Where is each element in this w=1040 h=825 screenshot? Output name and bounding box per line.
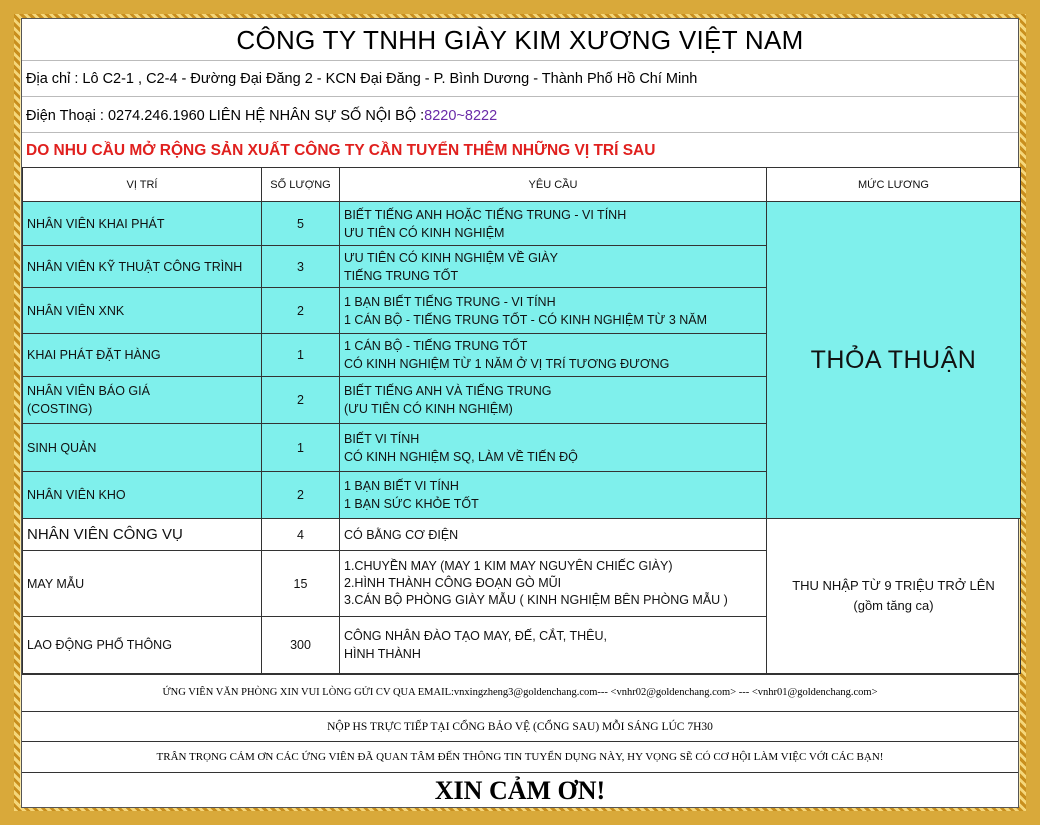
position: LAO ĐỘNG PHỔ THÔNG	[23, 617, 262, 674]
header-requirements: YÊU CẦU	[340, 168, 767, 202]
quantity: 2	[262, 472, 340, 519]
company-phone	[22, 97, 1018, 133]
req-line: CÓ KINH NGHIỆM TỪ 1 NĂM Ở VỊ TRÍ TƯƠNG ĐƯƠNG	[344, 357, 670, 371]
req-line: 1.CHUYỀN MAY (MAY 1 KIM MAY NGUYÊN CHIẾC GIÀY)	[344, 559, 673, 573]
quantity: 2	[262, 288, 340, 334]
header-quantity: SỐ LƯỢNG	[262, 168, 340, 202]
req-line: CÓ BẰNG CƠ ĐIỆN	[344, 527, 459, 542]
table-row	[23, 519, 1021, 551]
header-salary: MỨC LƯƠNG	[767, 168, 1021, 202]
phone-extension: 8220~8222	[424, 108, 498, 124]
header-position: VỊ TRÍ	[23, 168, 262, 202]
table-header-row	[23, 168, 1021, 202]
salary-income-text: THU NHẬP TỪ 9 TRIỆU TRỞ LÊN	[792, 578, 995, 593]
req-line: TIẾNG TRUNG TỐT	[344, 268, 459, 283]
quantity: 3	[262, 246, 340, 288]
submit-instructions: NỘP HS TRỰC TIẾP TẠI CỔNG BẢO VỆ (CỔNG SAU) MỖI SÁNG LÚC 7H30	[22, 711, 1018, 741]
req-line: ƯU TIÊN CÓ KINH NGHIỆM VỀ GIÀY	[344, 250, 558, 265]
requirements	[340, 202, 767, 246]
position: NHÂN VIÊN XNK	[23, 288, 262, 334]
requirements	[340, 288, 767, 334]
req-line: ƯU TIÊN CÓ KINH NGHIỆM	[344, 225, 505, 240]
req-line: BIẾT TIẾNG ANH VÀ TIẾNG TRUNG	[344, 384, 552, 398]
req-line: CÓ KINH NGHIỆM SQ, LÀM VỀ TIẾN ĐỘ	[344, 449, 578, 464]
req-line: 1 BẠN SỨC KHỎE TỐT	[344, 497, 479, 511]
phone-label: Điện Thoại : 0274.246.1960 LIÊN HỆ NHÂN SỰ SỐ NỘI BỘ :	[26, 108, 425, 124]
position: SINH QUẢN	[23, 424, 262, 472]
req-line: BIẾT VI TÍNH	[344, 431, 420, 446]
quantity: 1	[262, 424, 340, 472]
quantity: 1	[262, 334, 340, 377]
closing-message: XIN CẢM ƠN!	[22, 772, 1018, 808]
req-line: HÌNH THÀNH	[344, 647, 421, 661]
position: NHÂN VIÊN KHO	[23, 472, 262, 519]
quantity: 2	[262, 377, 340, 424]
req-line: 1 BẠN BIẾT TIẾNG TRUNG - VI TÍNH	[344, 294, 556, 309]
requirements	[340, 334, 767, 377]
thanks-message: TRÂN TRỌNG CẢM ƠN CÁC ỨNG VIÊN ĐÃ QUAN TÂM ĐẾN THÔNG TIN TUYỂN DỤNG NÀY, HY VỌNG SẼ CÓ CƠ HỘI LÀM VIỆC VỚI CÁC BẠN!	[22, 741, 1018, 772]
salary-note: (gồm tăng ca)	[853, 598, 934, 613]
position: NHÂN VIÊN KHAI PHÁT	[23, 202, 262, 246]
requirements	[340, 551, 767, 617]
salary-income	[767, 519, 1021, 674]
position-line: NHÂN VIÊN BÁO GIÁ	[27, 384, 150, 398]
req-line: BIẾT TIẾNG ANH HOẶC TIẾNG TRUNG - VI TÍNH	[344, 207, 627, 222]
email-instructions: ỨNG VIÊN VĂN PHÒNG XIN VUI LÒNG GỬI CV QUA EMAIL:vnxingzheng3@goldenchang.com--- <vnhr02@goldenchang.com> --- <vnhr01@goldenchang.com>	[22, 674, 1018, 711]
req-line: 2.HÌNH THÀNH CÔNG ĐOẠN GÒ MŨI	[344, 576, 562, 590]
req-line: (ƯU TIÊN CÓ KINH NGHIỆM)	[344, 402, 513, 416]
quantity: 15	[262, 551, 340, 617]
requirements	[340, 424, 767, 472]
position: MAY MẪU	[23, 551, 262, 617]
company-address: Địa chỉ : Lô C2-1 , C2-4 - Đường Đại Đăng 2 - KCN Đại Đăng - P. Bình Dương - Thành Phố Hồ Chí Minh	[22, 61, 1018, 97]
position-line: (COSTING)	[27, 402, 93, 416]
requirements	[340, 377, 767, 424]
requirements	[340, 617, 767, 674]
jobs-table	[22, 167, 1021, 674]
position: NHÂN VIÊN CÔNG VỤ	[23, 519, 262, 551]
announcement: DO NHU CẦU MỞ RỘNG SẢN XUẤT CÔNG TY CẦN TUYỂN THÊM NHỮNG VỊ TRÍ SAU	[26, 142, 656, 159]
table-row	[23, 202, 1021, 246]
requirements	[340, 519, 767, 551]
requirements	[340, 472, 767, 519]
req-line: CÔNG NHÂN ĐÀO TẠO MAY, ĐẾ, CẮT, THÊU,	[344, 629, 608, 643]
position: NHÂN VIÊN KỸ THUẬT CÔNG TRÌNH	[23, 246, 262, 288]
req-line: 1 CÁN BỘ - TIẾNG TRUNG TỐT - CÓ KINH NGHIỆM TỪ 3 NĂM	[344, 312, 708, 327]
req-line: 1 BẠN BIẾT VI TÍNH	[344, 479, 459, 493]
salary-negotiable: THỎA THUẬN	[767, 202, 1021, 519]
requirements	[340, 246, 767, 288]
company-title: CÔNG TY TNHH GIÀY KIM XƯƠNG VIỆT NAM	[22, 19, 1018, 61]
job-posting	[21, 18, 1019, 808]
req-line: 3.CÁN BỘ PHÒNG GIÀY MẪU ( KINH NGHIỆM BÊN PHÒNG MẪU )	[344, 593, 728, 607]
position	[23, 377, 262, 424]
quantity: 5	[262, 202, 340, 246]
req-line: 1 CÁN BỘ - TIẾNG TRUNG TỐT	[344, 339, 528, 353]
quantity: 300	[262, 617, 340, 674]
position: KHAI PHÁT ĐẶT HÀNG	[23, 334, 262, 377]
quantity: 4	[262, 519, 340, 551]
